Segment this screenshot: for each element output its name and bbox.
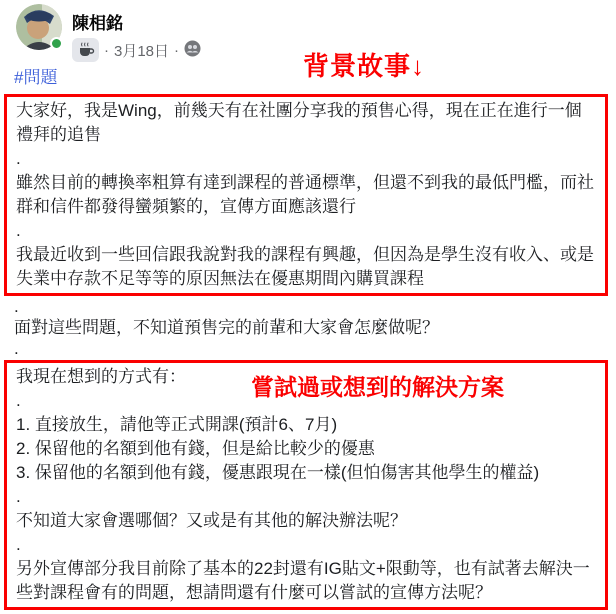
avatar[interactable] [16, 4, 62, 50]
post-text-line: 2. 保留他的名額到他有錢，但是給比較少的優惠 [16, 439, 375, 458]
coffee-mood-icon [72, 38, 99, 62]
audience-group-icon [184, 40, 201, 61]
post-text-line: . [16, 391, 21, 410]
post-header [16, 4, 201, 62]
post-text-line: . [16, 221, 21, 240]
post-text-line: . [14, 297, 19, 316]
post-meta [72, 38, 201, 62]
post-text-line: . [16, 535, 21, 554]
hashtag-link[interactable]: #問題 [14, 68, 58, 87]
post-text-line: 不知道大家會選哪個？又或是有其他的解決辦法呢？ [16, 511, 407, 530]
post-date[interactable]: 3月18日 [114, 42, 170, 60]
post-text-line: 我現在想到的方式有： [16, 367, 186, 386]
post-text-line: . [16, 149, 21, 168]
post-text-line: 1. 直接放生，請他等正式開課(預計6、7月) [16, 415, 338, 434]
annotation-box-solutions [4, 360, 608, 610]
meta-separator: · [174, 41, 180, 59]
meta-separator: · [104, 41, 109, 59]
post-text-block-1 [16, 99, 596, 291]
post-text-line: 3. 保留他的名額到他有錢，優惠跟現在一樣(但怕傷害其他學生的權益) [16, 463, 540, 482]
post-text-line: . [14, 339, 19, 358]
post-text-block-2 [14, 296, 606, 359]
online-status-dot [50, 37, 63, 50]
annotation-box-background-story [4, 94, 608, 296]
post-text-line: 大家好，我是Wing，前幾天有在社團分享我的預售心得，現在正在進行一個禮拜的追售 [16, 101, 582, 144]
post-text-middle [14, 296, 606, 359]
annotation-background-story: 背景故事↓ [303, 51, 426, 81]
post-text-block-3 [16, 365, 596, 605]
annotation-solutions: 嘗試過或想到的解決方案 [251, 374, 504, 400]
post-text-line: . [16, 487, 21, 506]
post-text-line: 面對這些問題，不知道預售完的前輩和大家會怎麼做呢？ [14, 318, 439, 337]
author-name[interactable]: 陳相銘 [72, 14, 123, 33]
post-text-line: 另外宣傳部分我目前除了基本的22封還有IG貼文+限動等，也有試著去解決一些對課程會有的問題，想請問還有什麼可以嘗試的宣傳方法呢？ [16, 559, 590, 602]
post-text-line: 我最近收到一些回信跟我說對我的課程有興趣，但因為是學生沒有收入、或是失業中存款不足等等的原因無法在優惠期間內購買課程 [16, 245, 594, 288]
header-text-column [72, 4, 201, 62]
post-text-line: 雖然目前的轉換率粗算有達到課程的普通標準，但還不到我的最低門檻，而社群和信件都發得蠻頻繁的，宣傳方面應該還行 [16, 173, 594, 216]
